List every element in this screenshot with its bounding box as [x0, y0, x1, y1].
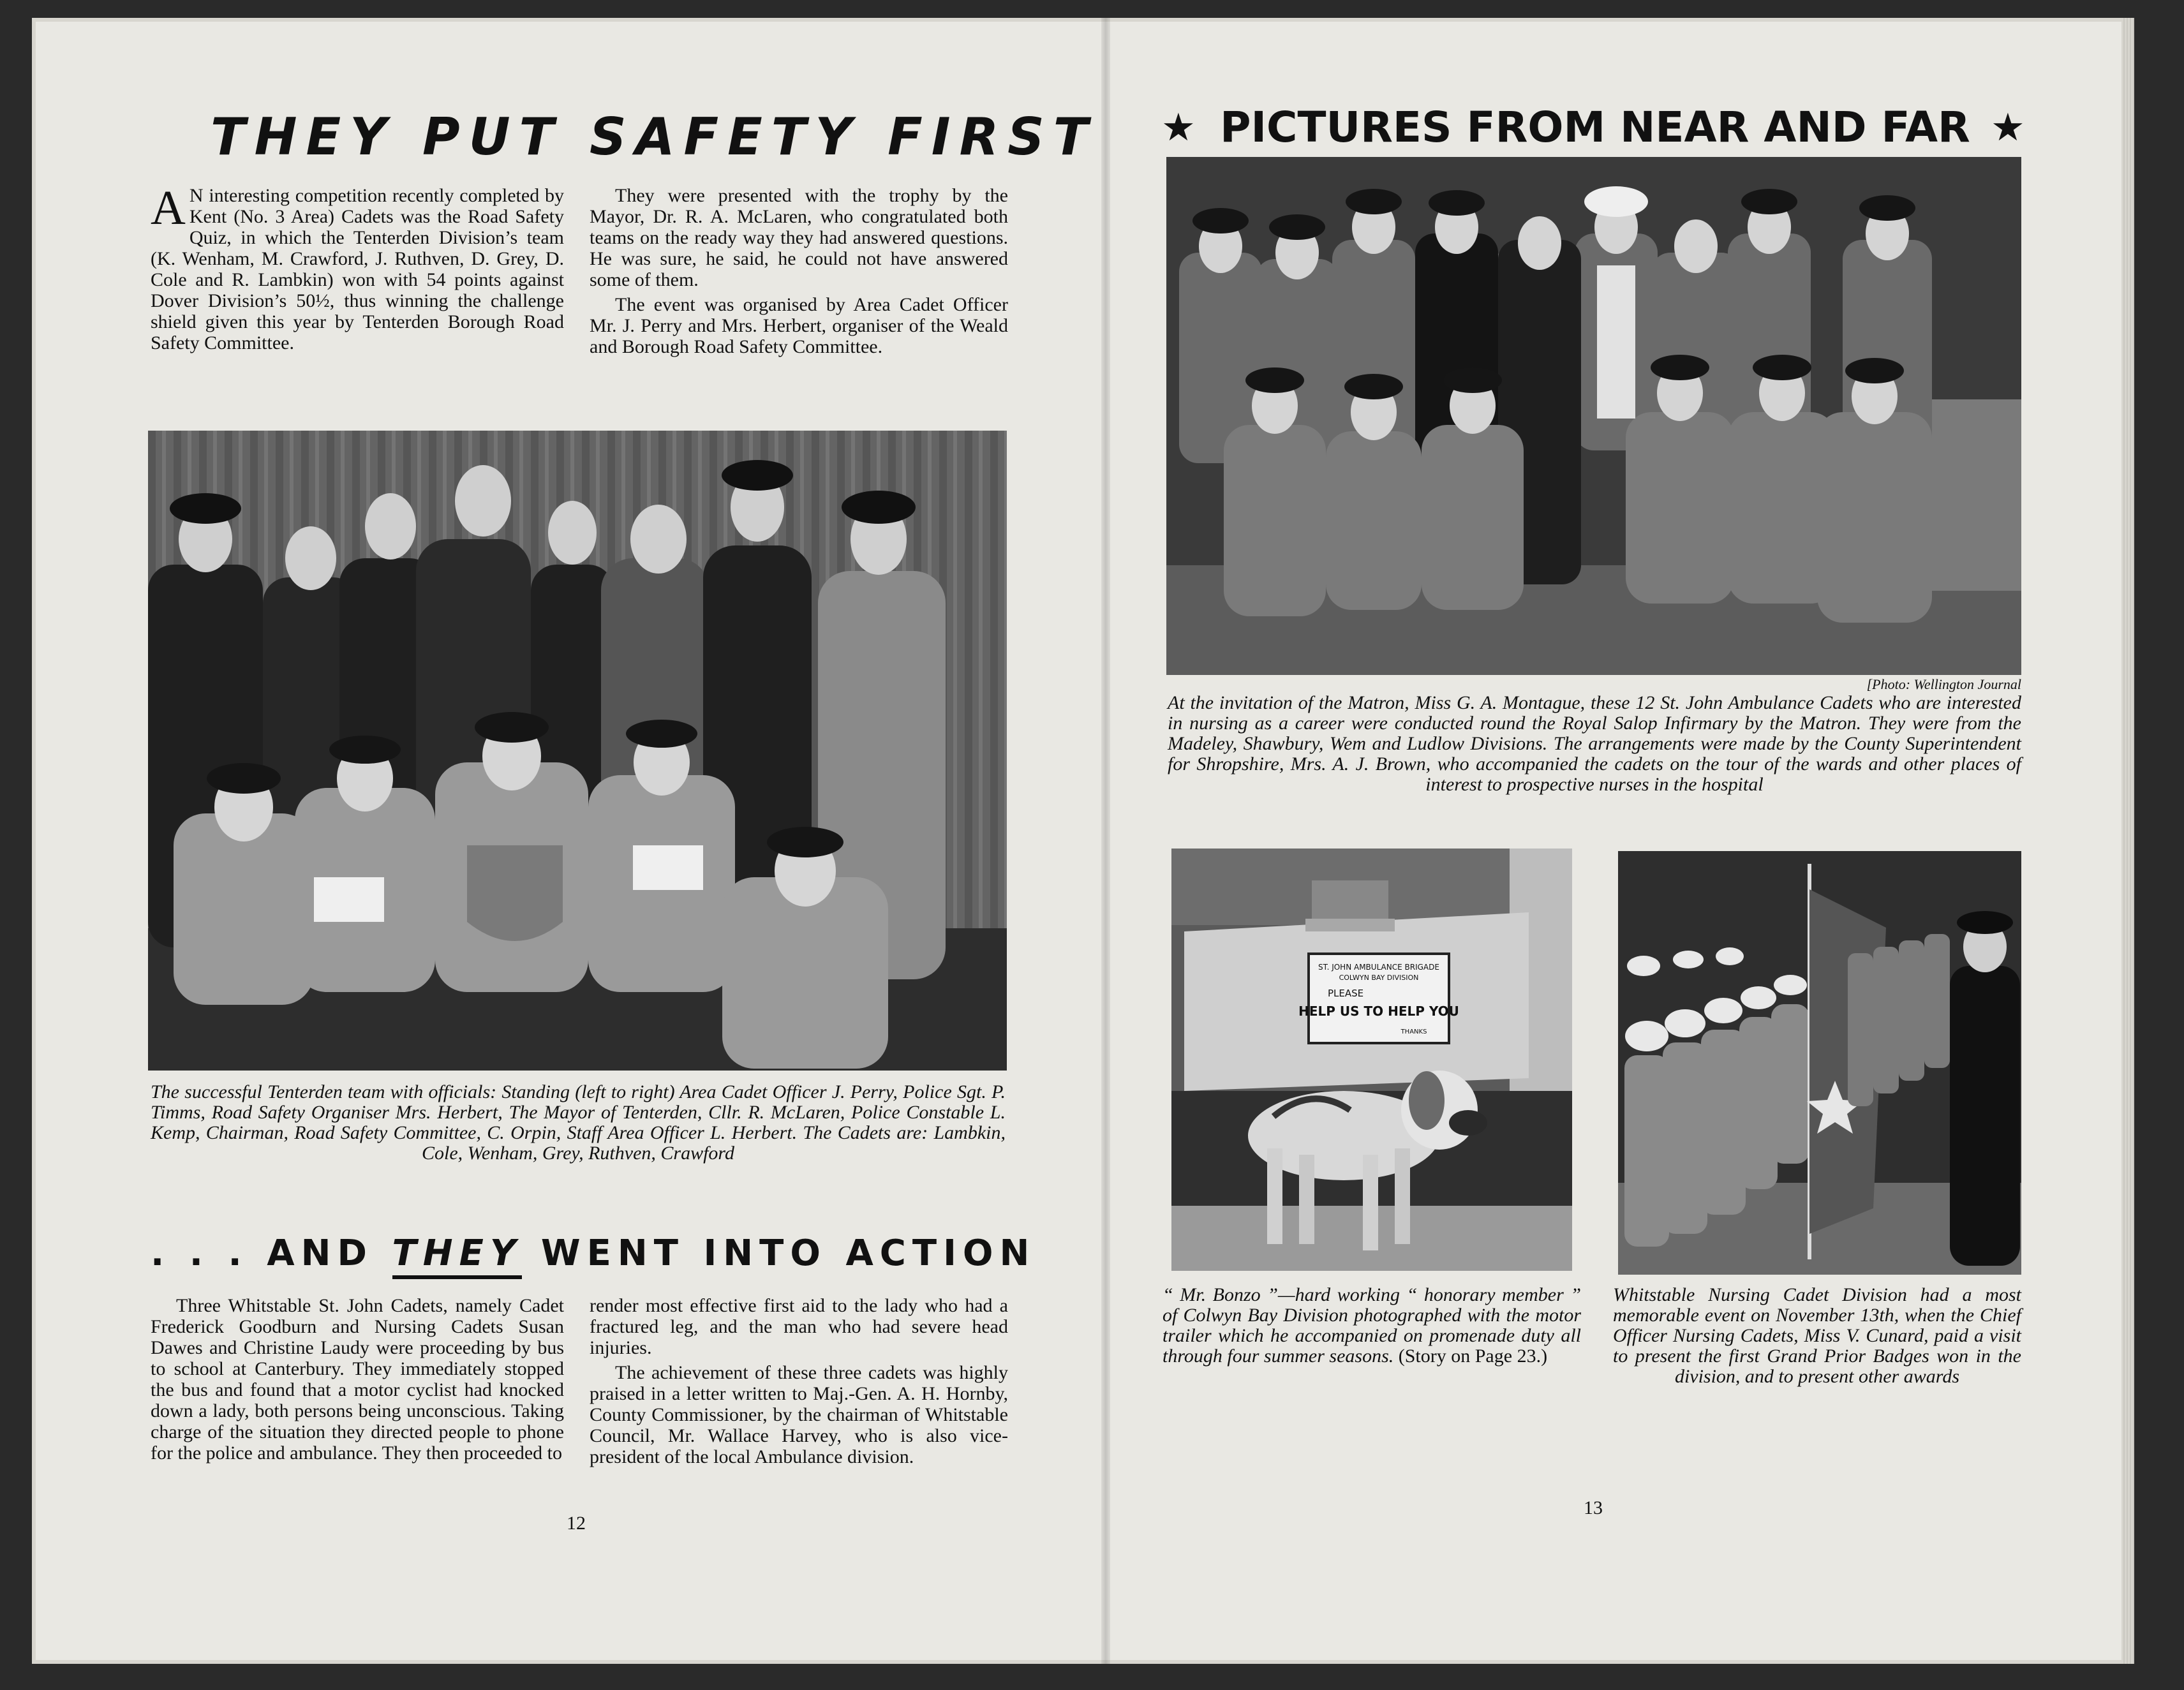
action-title-they: THEY: [392, 1233, 523, 1279]
title-star-left: ★: [1161, 105, 1196, 150]
action-column-2: [590, 1295, 1008, 1471]
whitstable-cadets-photo: [1618, 851, 2021, 1275]
nursing-cadets-photo: [1166, 157, 2021, 675]
whitstable-caption: Whitstable Nursing Cadet Division had a most memorable event on November 13th, when the Chief Officer Nursing Cadets, Miss V. Cunard, paid a visit to present the first Grand Prior Badges won in the division, and to present other awards: [1613, 1284, 2021, 1387]
intro-column-1: [151, 181, 564, 357]
intro-column-2: [590, 185, 1008, 361]
tenterden-photo-illustration: [148, 431, 1007, 1071]
bonzo-dog-photo: [1171, 849, 1572, 1271]
center-gutter: [1101, 18, 1110, 1664]
page-edge: [2121, 18, 2134, 1664]
action-paragraph-1: Three Whitstable St. John Cadets, namely Cadet Frederick Goodburn and Nursing Cadets Susan Dawes and Christine Laudy were proceeding by bus to school at Canterbury. They immediately stopped the bus and found that a motor cyclist had knocked down a lady, both persons being unconscious. Taking charge of the situation they directed people to phone for the police and ambulance. They then proceeded to: [151, 1295, 564, 1464]
tenterden-team-photo: [148, 431, 1007, 1071]
sign-line-2: COLWYN BAY DIVISION: [1339, 974, 1419, 982]
action-title-prefix: . . . AND: [151, 1233, 392, 1274]
nursing-cadets-illustration: [1166, 157, 2021, 675]
action-paragraph-2: render most effective first aid to the lady who had a fractured leg, and the man who had severe head injuries.: [590, 1295, 1008, 1358]
left-page-number: 12: [567, 1513, 586, 1534]
right-page-number: 13: [1584, 1497, 1603, 1518]
intro-paragraph-1: [151, 181, 564, 353]
bonzo-caption-text: “ Mr. Bonzo ”—hard working “ honorary member ” of Colwyn Bay Division photographed with the motor trailer which he accompanied on promenade duty all through four summer seasons.: [1163, 1284, 1581, 1367]
sign-line-3: PLEASE: [1328, 988, 1364, 999]
bonzo-photo-illustration: [1171, 849, 1572, 1271]
bonzo-caption: [1163, 1285, 1581, 1367]
right-page-title: PICTURES FROM NEAR AND FAR: [1220, 103, 1970, 152]
action-paragraph-3: The achievement of these three cadets was highly praised in a letter written to Maj.-Gen. A. H. Hornby, County Commissioner, by the chairman of Whitstable Council, Mr. Wallace Harvey, who is also vice-president of the local Ambulance division.: [590, 1362, 1008, 1467]
nursing-cadets-caption: At the invitation of the Matron, Miss G. A. Montague, these 12 St. John Ambulance Cadets who are interested in nursing as a career were conducted round the Royal Salop Infirmary by the Matron. They were from the Madeley, Shawbury, Wem and Ludlow Divisions. The arrangements were made by the County Superintendent for Shropshire, Mrs. A. J. Brown, who accompanied the cadets on the tour of the wards and other places of interest to prospective nurses in the hospital: [1168, 692, 2021, 795]
tenterden-photo-caption: The successful Tenterden team with officials: Standing (left to right) Area Cadet Officer J. Perry, Police Sgt. P. Timms, Road Safety Organiser Mrs. Herbert, The Mayor of Tenterden, Cllr. R. McLaren, Police Constable L. Kemp, Chairman, Road Safety Committee, C. Orpin, Staff Area Officer L. Herbert. The Cadets are: Lambkin, Cole, Wenham, Grey, Ruthven, Crawford: [151, 1081, 1006, 1164]
sign-line-4: HELP US TO HELP YOU: [1298, 1004, 1459, 1019]
drop-cap: A: [151, 181, 186, 235]
action-column-1: [151, 1295, 564, 1467]
intro-paragraph-3: The event was organised by Area Cadet Officer Mr. J. Perry and Mrs. Herbert, organiser of the Weald and Borough Road Safety Committee.: [590, 294, 1008, 357]
intro-text-1: N interesting competition recently completed by Kent (No. 3 Area) Cadets was the Road Safety Quiz, in which the Tenterden Division’s team (K. Wenham, M. Crawford, J. Ruthven, D. Grey, D. Cole and R. Lambkin) won with 54 points against Dover Division’s 50½, thus winning the challenge shield given this year by Tenterden Borough Road Safety Committee.: [151, 185, 564, 353]
bonzo-story-reference: (Story on Page 23.): [1398, 1345, 1548, 1367]
sign-line-1: ST. JOHN AMBULANCE BRIGADE: [1318, 963, 1439, 972]
photo-credit: [Photo: Wellington Journal: [1866, 676, 2021, 692]
title-star-right: ★: [1991, 105, 2025, 150]
intro-paragraph-2: They were presented with the trophy by the Mayor, Dr. R. A. McLaren, who congratulated both teams on the ready way they had answered questions. He was sure, he said, he could not have answered some of them.: [590, 185, 1008, 290]
action-title-suffix: WENT INTO ACTION: [522, 1233, 1036, 1274]
whitstable-photo-illustration: [1618, 851, 2021, 1275]
sign-line-5: THANKS: [1400, 1028, 1427, 1035]
action-title: [151, 1228, 1036, 1279]
left-page-title: THEY PUT SAFETY FIRST: [211, 107, 1097, 167]
